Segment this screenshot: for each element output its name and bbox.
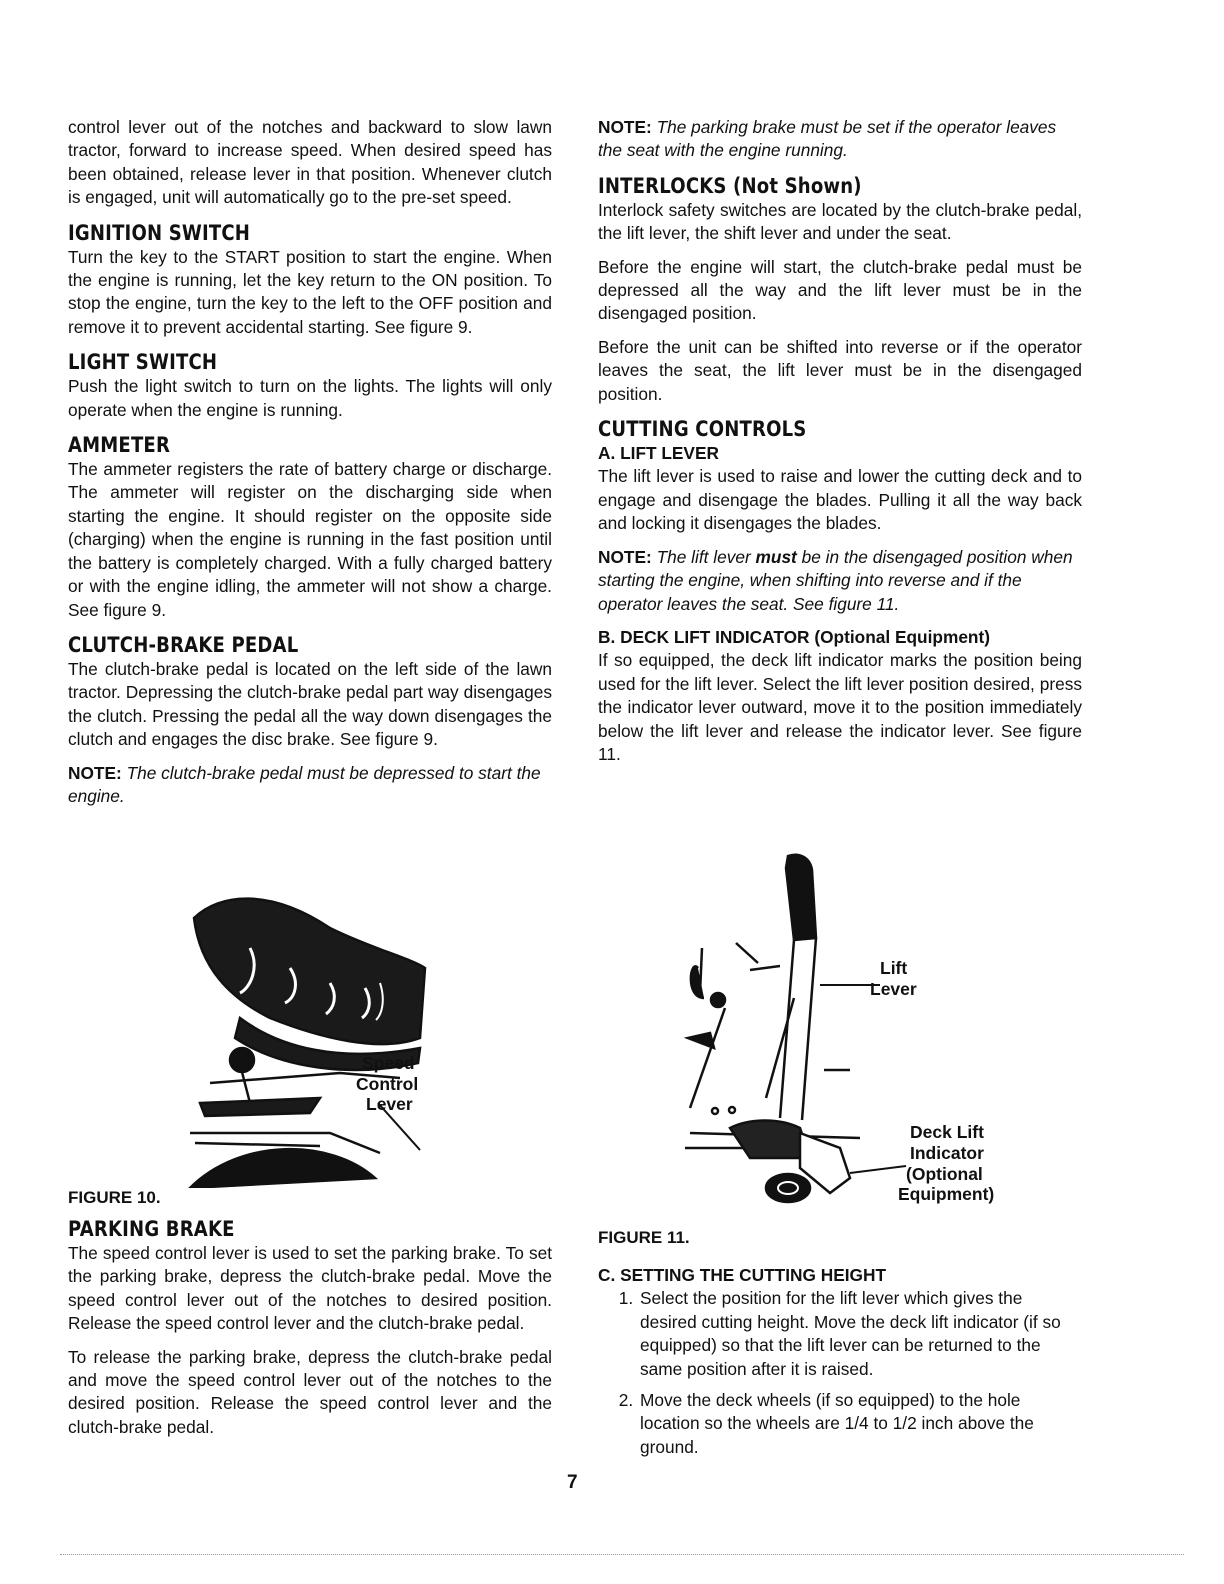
ammeter-text: The ammeter registers the rate of battery charge or discharge. The ammeter will register on the discharging side when starting the engine. It should register on the opposite side (charging) when the engine is running in the fast position until the battery is completely charged. With a fully charged battery or with the engine idling, the ammeter will not show a charge. See figure 9. — [68, 459, 552, 620]
figure-11-lift-lever-illustration — [670, 848, 1030, 1218]
figure-10-label: FIGURE 10. — [68, 1188, 161, 1207]
lift-lever-text: The lift lever is used to raise and lower the cutting deck and to engage and disengage the blades. Pulling it all the way back and locking it disengages the blades. — [598, 466, 1082, 534]
ignition-switch-heading: IGNITION SWITCH — [68, 220, 251, 245]
interlocks-text-1: Interlock safety switches are located by the clutch-brake pedal, the lift lever, the shift lever and under the seat. — [598, 199, 1082, 244]
setting-height-heading: C. SETTING THE CUTTING HEIGHT — [598, 1265, 887, 1285]
setting-height-section — [598, 1264, 1082, 1467]
right-column — [598, 116, 1082, 776]
note-text: The clutch-brake pedal must be depressed to start the engine. — [68, 762, 541, 806]
parking-brake-text-2: To release the parking brake, depress the clutch-brake pedal and move the speed control lever out of the notches to the desired position. Release the speed control lever and the clutch-brake pedal. — [68, 1346, 552, 1437]
interlocks-text-3: Before the unit can be shifted into reverse or if the operator leaves the seat, the lift lever must be in the disengaged position. — [598, 336, 1082, 404]
left-column — [68, 116, 552, 818]
list-item: 1. Select the position for the lift lever which gives the desired cutting height. Move the deck lift indicator (if so equipped) so that the lift lever can be returned to the same position after it is raised. — [638, 1287, 1082, 1381]
parking-brake-section — [68, 1212, 552, 1449]
lift-callout-line-2: Lever — [870, 979, 917, 999]
deck-lift-heading: B. DECK LIFT INDICATOR (Optional Equipment) — [598, 626, 991, 647]
note-text: The parking brake must be set if the operator leaves the seat with the engine running. — [598, 117, 1057, 161]
interlocks-heading: INTERLOCKS (Not Shown) — [598, 173, 862, 198]
list-item: 2. Move the deck wheels (if so equipped) to the hole location so the wheels are 1/4 to 1/2 inch above the ground. — [638, 1389, 1082, 1459]
intro-paragraph: control lever out of the notches and backward to slow lawn tractor, forward to increase speed. When desired speed has been obtained, release lever in that position. Whenever clutch is engaged, unit will automatically go to the pre-set speed. — [68, 117, 552, 208]
note-label: NOTE: — [598, 117, 652, 137]
indicator-knob-shape — [766, 1174, 810, 1202]
clutch-brake-text: The clutch-brake pedal is located on the left side of the lawn tractor. Depressing the clutch-brake pedal part way disengages the clutch. Pressing the pedal all the way down disengages the clutch and engages the disc brake. See figure 9. — [68, 658, 552, 750]
clutch-brake-note — [68, 762, 552, 809]
parking-brake-heading: PARKING BRAKE — [68, 1217, 235, 1241]
parking-note — [598, 116, 1082, 163]
setting-height-steps — [598, 1287, 1082, 1459]
scan-artifact-divider — [60, 1554, 1184, 1555]
note-label: NOTE: — [598, 546, 652, 567]
deck-callout-line-4: Equipment) — [898, 1184, 995, 1204]
figure-11-label: FIGURE 11. — [598, 1228, 690, 1247]
light-switch-text: Push the light switch to turn on the lights. The lights will only operate when the engine is running. — [68, 376, 552, 420]
lift-callout-line-1: Lift — [880, 958, 908, 978]
seat-back-shape — [194, 899, 425, 1045]
speed-callout-line-2: Control — [356, 1074, 419, 1094]
cutting-controls-heading: CUTTING CONTROLS — [598, 417, 807, 442]
deck-callout-line-2: Indicator — [910, 1143, 984, 1163]
ammeter-heading: AMMETER — [68, 433, 171, 458]
parking-brake-text-1: The speed control lever is used to set the parking brake. To set the parking brake, depress the clutch-brake pedal. Move the speed control lever out of the notches to desired position. Release the speed control lever and the clutch-brake pedal. — [68, 1243, 552, 1334]
speed-callout-line-1: Speed — [362, 1053, 415, 1073]
deck-callout-line-1: Deck Lift — [910, 1122, 984, 1142]
deck-lift-text: If so equipped, the deck lift indicator marks the position being used for the lift lever. Select the lift lever position desired, press the indicator lever outward, move it to the position immediately below the lift lever and release the indicator lever. See figure 11. — [598, 650, 1082, 764]
interlocks-text-2: Before the engine will start, the clutch-brake pedal must be depressed all the way and the lift lever must be in the disengaged position. — [598, 256, 1082, 324]
lift-lever-heading: A. LIFT LEVER — [598, 443, 719, 464]
ignition-switch-text: Turn the key to the START position to start the engine. When the engine is running, let the key return to the ON position. To stop the engine, turn the key to the left to the OFF position and remove it to prevent accidental starting. See figure 9. — [68, 246, 552, 337]
note-text-post: be in the disengaged position when starting the engine, when shifting into reverse and if the operator leaves the seat. See figure 11. — [598, 546, 1073, 614]
lever-knob-shape — [230, 1048, 254, 1072]
clutch-brake-heading: CLUTCH-BRAKE PEDAL — [68, 632, 299, 657]
light-switch-heading: LIGHT SWITCH — [68, 350, 218, 375]
lever-grip-shape — [786, 855, 816, 940]
lift-lever-note — [598, 546, 1082, 616]
note-text-bold: must — [755, 546, 797, 567]
note-text-pre: The lift lever — [656, 546, 751, 567]
figure-10-seat-illustration — [180, 888, 470, 1188]
speed-callout-line-3: Lever — [366, 1094, 413, 1114]
note-label: NOTE: — [68, 762, 122, 783]
deck-callout-line-3: (Optional — [906, 1164, 983, 1184]
page-number: 7 — [567, 1472, 578, 1493]
